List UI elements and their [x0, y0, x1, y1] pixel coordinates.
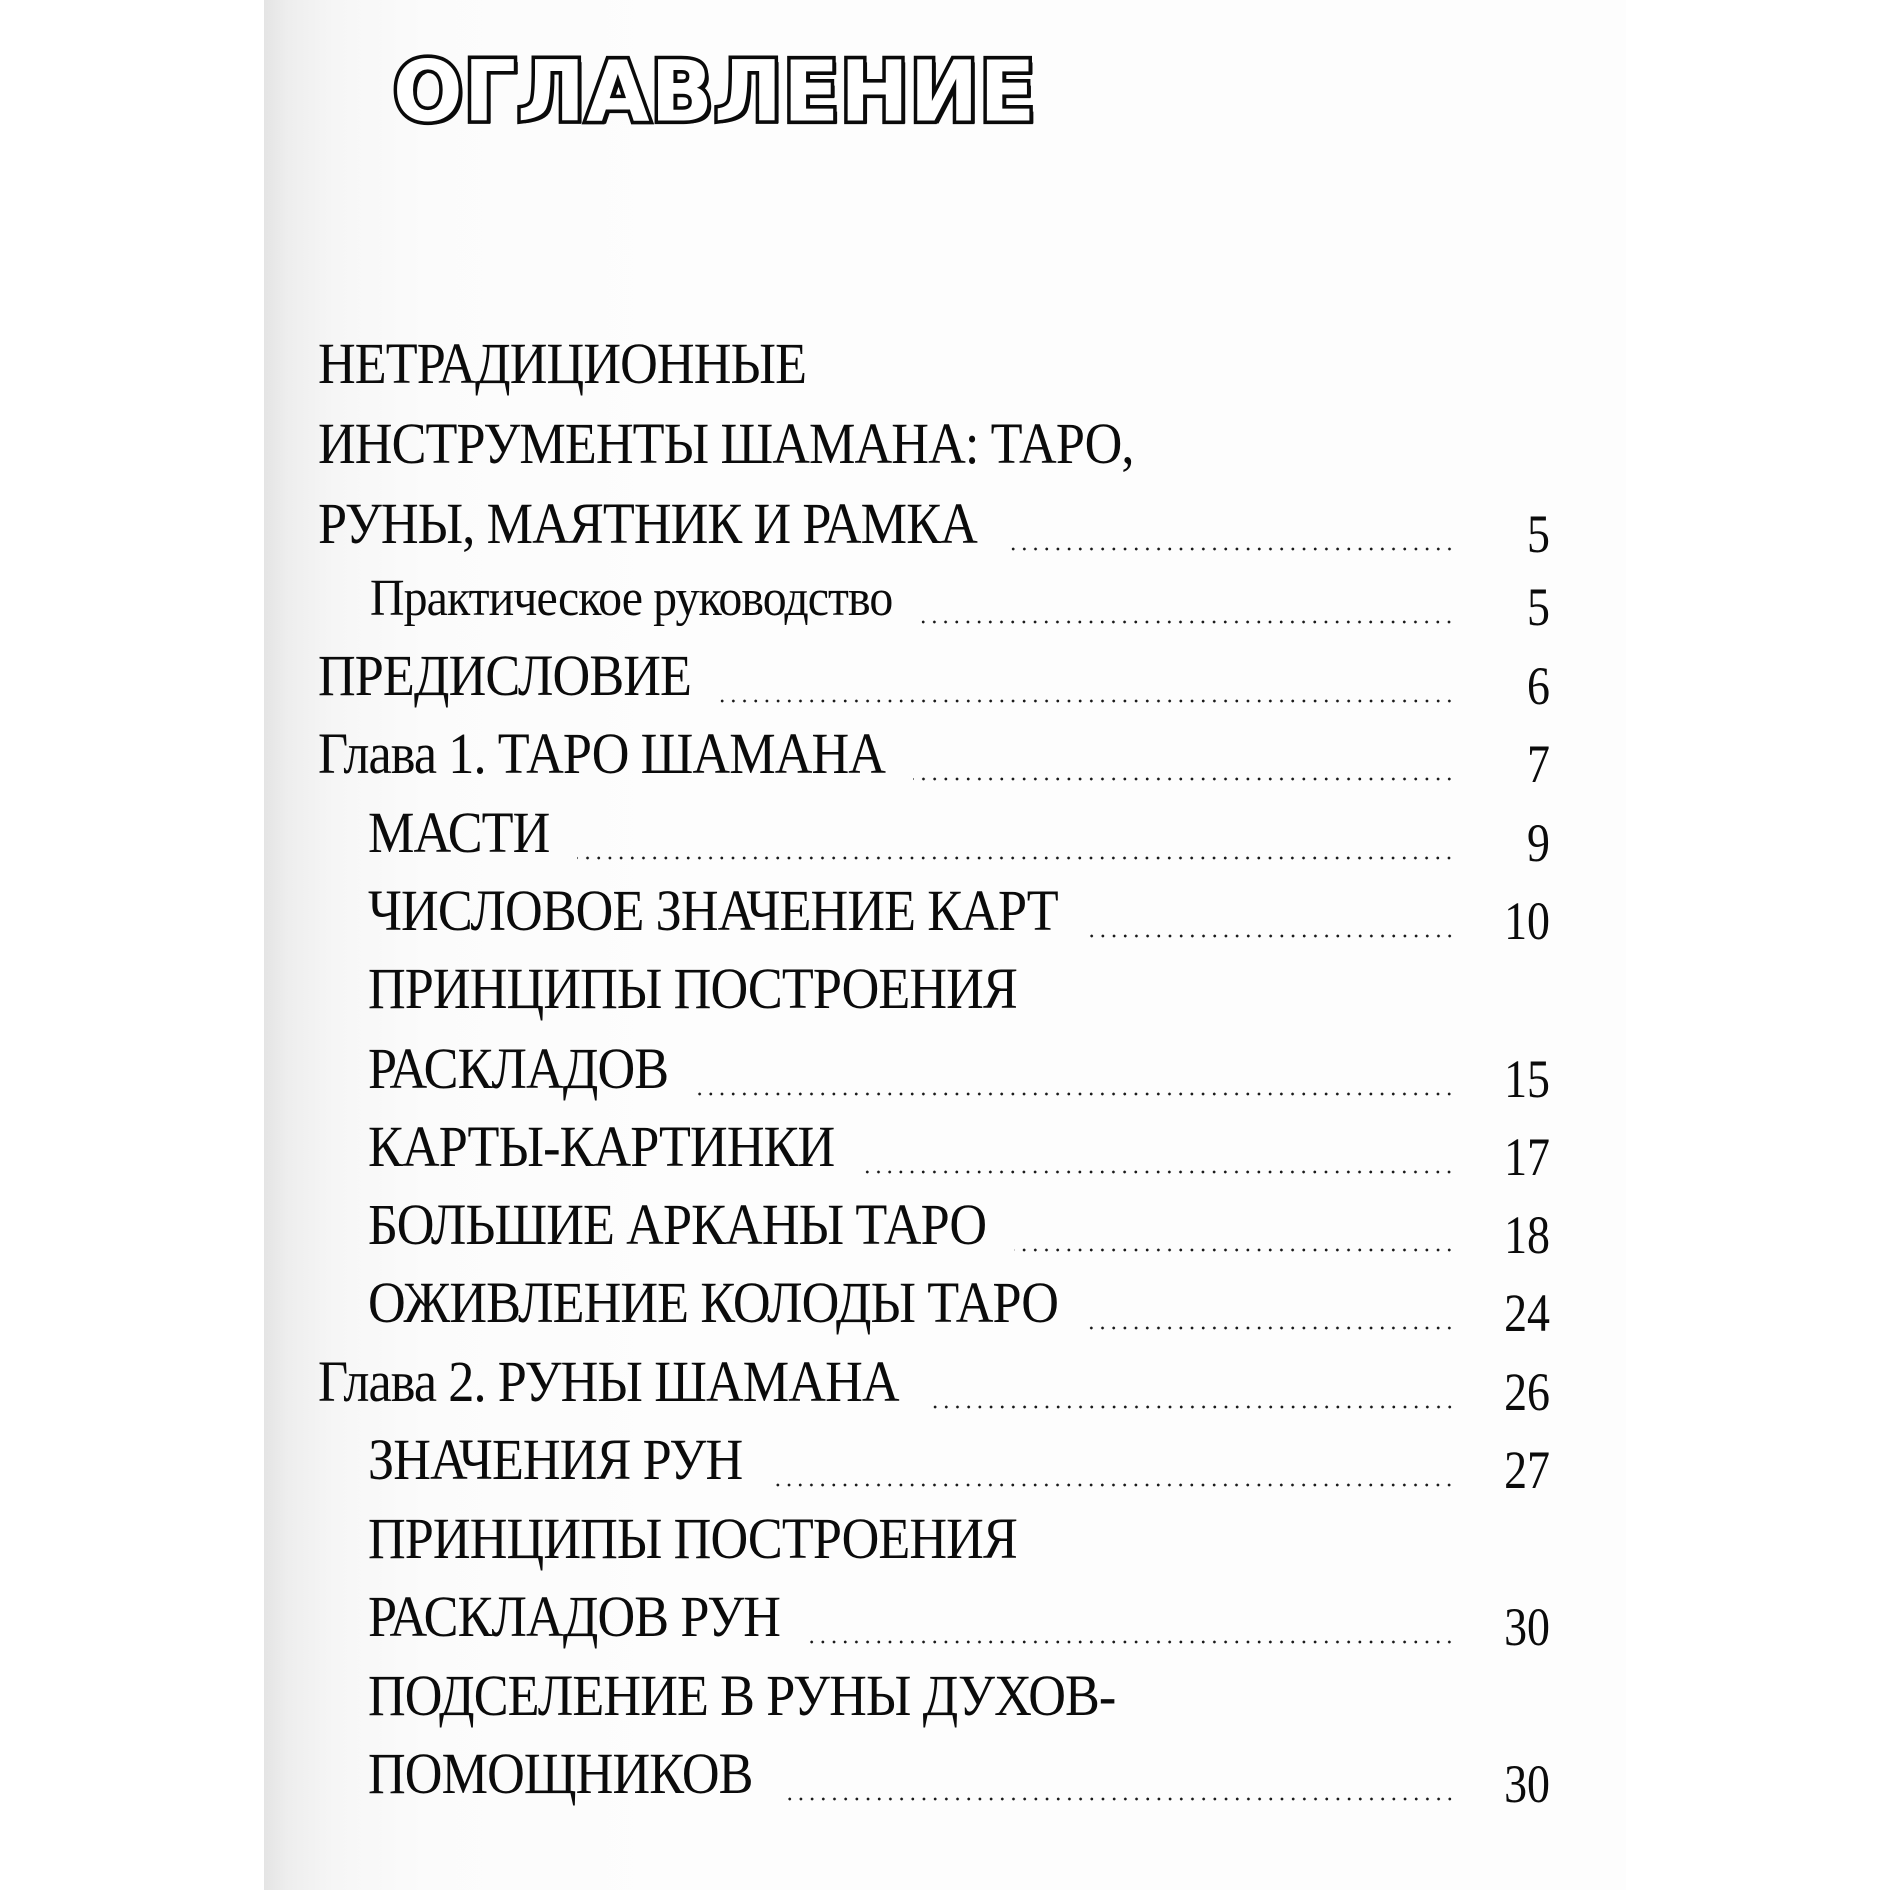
toc-page-number: 26 [1504, 1361, 1550, 1422]
dot-leader [781, 1797, 1455, 1801]
dot-leader [927, 1405, 1455, 1409]
dot-leader [1086, 934, 1455, 938]
toc-entry-title: ЧИСЛОВОЕ ЗНАЧЕНИЕ КАРТ [368, 878, 1058, 944]
toc-page-number: 30 [1504, 1596, 1550, 1657]
toc-entry-title: НЕТРАДИЦИОННЫЕ [318, 331, 807, 397]
toc-page-number: 17 [1504, 1126, 1550, 1187]
toc-entry-title: МАСТИ [368, 800, 550, 866]
toc-page-number: 10 [1504, 890, 1550, 951]
dot-leader [696, 1092, 1455, 1096]
toc-entry-title: ПРИНЦИПЫ ПОСТРОЕНИЯ [368, 1506, 1017, 1572]
toc-page-number: 9 [1527, 812, 1550, 873]
toc-entry-title: ЗНАЧЕНИЯ РУН [368, 1427, 743, 1493]
toc-entry-title: БОЛЬШИЕ АРКАНЫ ТАРО [368, 1192, 987, 1258]
toc-page-number: 30 [1504, 1753, 1550, 1814]
toc-entry-title: Глава 1. ТАРО ШАМАНА [318, 721, 886, 787]
dot-leader [862, 1170, 1455, 1174]
toc-entry-title: ПОДСЕЛЕНИЕ В РУНЫ ДУХОВ- [368, 1663, 1116, 1729]
page-title: ОГЛАВЛЕНИЕ [393, 44, 1037, 141]
dot-leader [920, 620, 1455, 624]
toc-page-number: 24 [1504, 1282, 1550, 1343]
toc-entry-title: Глава 2. РУНЫ ШАМАНА [318, 1349, 899, 1415]
toc-page-number: 27 [1504, 1439, 1550, 1500]
dot-leader [1005, 547, 1455, 551]
toc-entry-title: КАРТЫ-КАРТИНКИ [368, 1114, 835, 1180]
dot-leader [577, 856, 1455, 860]
toc-page-number: 6 [1527, 655, 1550, 716]
dot-leader [1086, 1326, 1455, 1330]
toc-entry-title: Практическое руководство [370, 570, 893, 628]
toc-page-number: 15 [1504, 1048, 1550, 1109]
toc-page-number: 18 [1504, 1204, 1550, 1265]
toc-page-number: 7 [1527, 733, 1550, 794]
toc-entry-title-continued: ПОМОЩНИКОВ [368, 1741, 753, 1807]
dot-leader [808, 1640, 1455, 1644]
dot-leader [770, 1483, 1455, 1487]
toc-entry-title-continued: РАСКЛАДОВ [368, 1036, 669, 1102]
toc-page-number: 5 [1527, 503, 1550, 564]
dot-leader [913, 777, 1455, 781]
dot-leader [719, 699, 1455, 703]
toc-entry-title-continued: РУНЫ, МАЯТНИК И РАМКА [318, 491, 977, 557]
toc-entry-title: ОЖИВЛЕНИЕ КОЛОДЫ ТАРО [368, 1270, 1059, 1336]
toc-entry-title: ПРЕДИСЛОВИЕ [318, 643, 692, 709]
toc-page-number: 5 [1527, 576, 1550, 637]
toc-entry-title-continued: ИНСТРУМЕНТЫ ШАМАНА: ТАРО, [318, 411, 1134, 477]
dot-leader [1014, 1248, 1455, 1252]
toc-entry-title-continued: РАСКЛАДОВ РУН [368, 1584, 781, 1650]
toc-entry-title: ПРИНЦИПЫ ПОСТРОЕНИЯ [368, 956, 1017, 1022]
